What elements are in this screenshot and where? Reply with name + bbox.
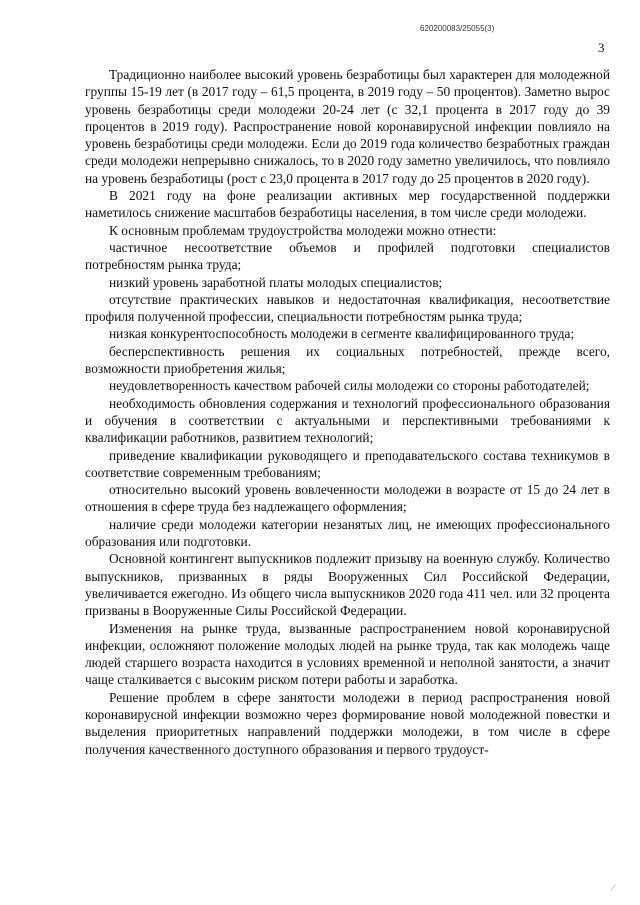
document-body xyxy=(85,66,610,758)
paragraph-problems-intro: К основным проблемам трудоустройства молодежи можно отнести: xyxy=(109,222,497,238)
paragraph-labor-market-changes: Изменения на рынке труда, вызванные распространением новой коронавирусной инфекции, осложняют положение молодых людей на рынке труда, так как молодежь чаще людей старшего возраста находится в условиях временной и неполной занятости, а значит чаще сталкивается с высоким риском потери работы и заработка. xyxy=(85,620,610,688)
paragraph-2021-support: В 2021 году на фоне реализации активных мер государственной поддержки наметилось снижение масштабов безработицы населения, в том числе среди молодежи. xyxy=(85,188,610,221)
list-item: отсутствие практических навыков и недостаточная квалификация, несоответствие профиля полученной профессии, специальности потребностям рынка труда; xyxy=(85,291,610,325)
list-item: частичное несоответствие объемов и профилей подготовки специалистов потребностям рынка труда; xyxy=(85,239,610,273)
document-code: 620200083/25055(3) xyxy=(420,24,495,33)
scan-mark: ⁄ xyxy=(612,884,614,894)
list-item: низкий уровень заработной платы молодых специалистов; xyxy=(109,274,443,290)
page-number: 3 xyxy=(598,40,605,55)
list-item: необходимость обновления содержания и технологий профессионального образования и обучения в соответствии с актуальными и перспективными требованиями к квалификации работников, развитием технологий; xyxy=(85,395,610,446)
list-item: низкая конкурентоспособность молодежи в сегменте квалифицированного труда; xyxy=(109,326,575,342)
paragraph-graduates-military: Основной контингент выпускников подлежит призыву на военную службу. Количество выпускников, призванных в ряды Вооруженных Сил Российской Федерации, увеличивается ежегодно. Из общего числа выпускников 2020 года 411 чел. или 32 процента призваны в Вооруженные Силы Российской Федерации. xyxy=(85,551,610,619)
list-item: приведение квалификации руководящего и преподавательского состава техникумов в соответствие современным требованиям; xyxy=(85,447,610,480)
list-item: бесперспективность решения их социальных потребностей, прежде всего, возможности приобретения жилья; xyxy=(85,343,610,377)
list-item: наличие среди молодежи категории незанятых лиц, не имеющих профессионального образования или подготовки. xyxy=(85,516,610,550)
list-item: неудовлетворенность качеством рабочей силы молодежи со стороны работодателей; xyxy=(109,378,590,394)
paragraph-solutions: Решение проблем в сфере занятости молодежи в период распространения новой коронавирусной инфекции возможно через формирование новой молодежной повестки и выделения приоритетных направлений поддержки молодежи, в том числе в сфере получения качественного доступного образования и первого трудоуст- xyxy=(85,689,610,757)
paragraph-unemployment-stats: Традиционно наиболее высокий уровень безработицы был характерен для молодежной группы 15-19 лет (в 2017 году – 61,5 процента, в 2019 году – 50 процентов). Заметно вырос уровень безработицы среди молодежи 20-24 лет (с 32,1 процента в 2017 году до 39 процентов в 2019 году). Распространение новой коронавирусной инфекции повлияло на уровень безработицы среди молодежи. Если до 2019 года количество безработных граждан среди молодежи непрерывно снижалось, то в 2020 году заметно увеличилось, что повлияло на уровень безработицы (рост с 23,0 процента в 2017 году до 25 процентов в 2020 году). xyxy=(85,67,610,186)
list-item: относительно высокий уровень вовлеченности молодежи в возрасте от 15 до 24 лет в отношения в сфере труда без надлежащего оформления; xyxy=(85,482,610,515)
